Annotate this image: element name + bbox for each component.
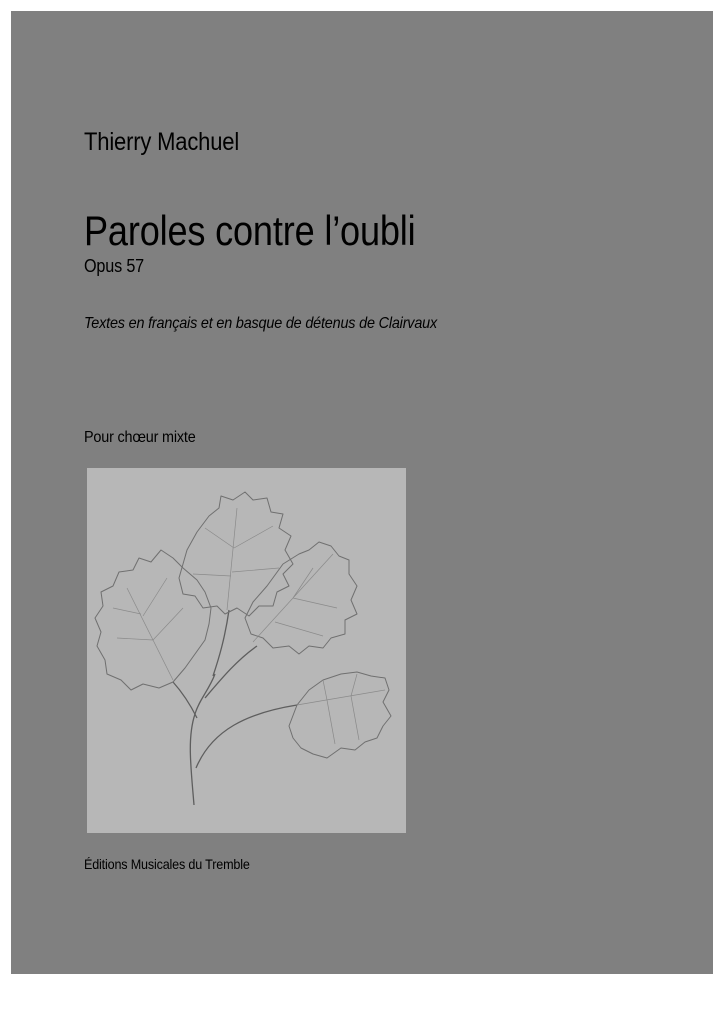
- left-leaf-veins: [113, 578, 183, 680]
- scoring-note: Pour chœur mixte: [84, 429, 196, 446]
- main-stem: [190, 674, 215, 805]
- branch-stem-middle: [205, 646, 257, 698]
- branch-stem-left: [173, 682, 197, 718]
- left-leaf: [95, 550, 211, 690]
- top-leaf: [179, 492, 293, 616]
- lower-right-leaf: [289, 672, 391, 758]
- leaf-illustration: [87, 468, 406, 833]
- branch-stem-right: [196, 705, 297, 768]
- aspen-leaves-drawing-icon: [87, 468, 406, 833]
- right-leaf: [245, 542, 357, 654]
- work-title: Paroles contre l’oubli: [84, 207, 416, 254]
- lower-right-leaf-veins: [297, 674, 385, 744]
- work-subtitle: Textes en français et en basque de détenus de Clairvaux: [84, 315, 438, 332]
- right-leaf-veins: [253, 554, 337, 642]
- branch-stem-top: [213, 610, 229, 676]
- score-cover: [11, 11, 713, 974]
- opus-number: Opus 57: [84, 256, 144, 276]
- composer-name: Thierry Machuel: [84, 128, 240, 156]
- publisher-name: Éditions Musicales du Tremble: [84, 856, 250, 872]
